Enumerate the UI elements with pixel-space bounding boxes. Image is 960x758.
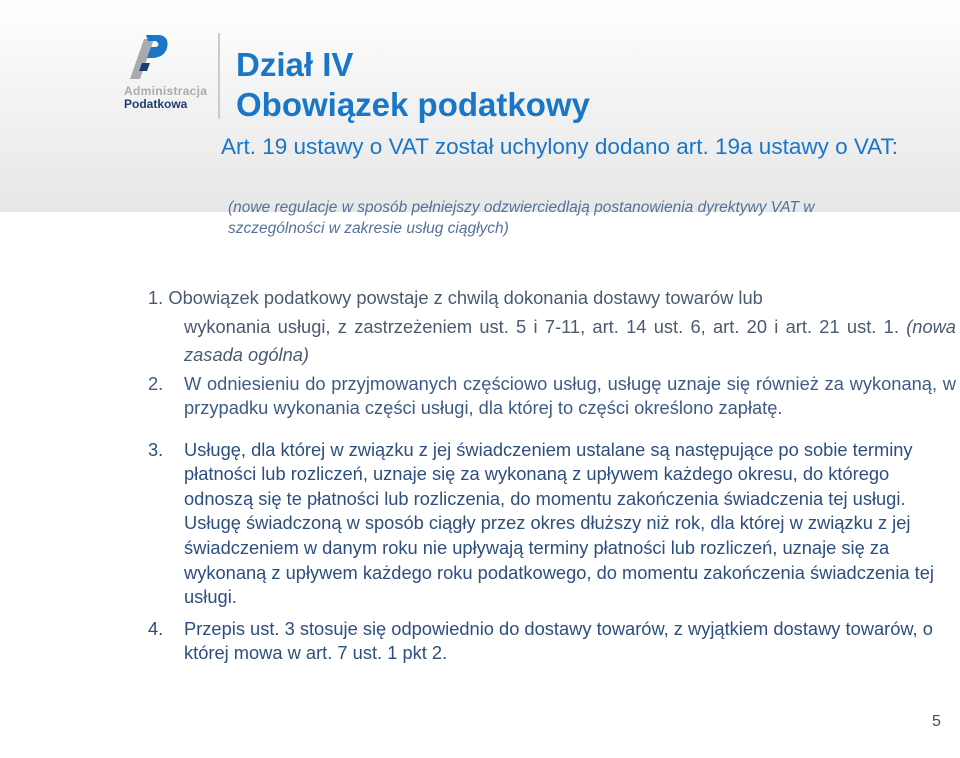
point-2-number: 2. [148, 372, 164, 394]
points-list [148, 284, 956, 683]
intro-note: (nowe regulacje w sposób pełniejszy odzwierciedlają postanowienia dyrektywy VAT w szczególności w zakresie usług ciągłych) [228, 199, 815, 237]
point-1-text-first: Obowiązek podatkowy powstaje z chwilą dokonania dostawy towarów lub [168, 287, 763, 308]
logo-text-line1: Administracja [124, 84, 208, 98]
logo-text-line2: Podatkowa [124, 97, 188, 111]
point-1 [148, 284, 956, 370]
point-4-number: 4. [148, 617, 164, 639]
point-4 [148, 617, 956, 666]
point-1-emphasis: (nowa zasada ogólna) [184, 315, 956, 365]
intro-text [200, 131, 920, 163]
header-divider [218, 33, 220, 119]
slide-title-line1: Dział IV [236, 46, 354, 83]
slide-title-line2: Obowiązek podatkowy [236, 86, 590, 123]
point-1-text-rest: wykonania usługi, z zastrzeżeniem ust. 5 i 7-11, art. 14 ust. 6, art. 20 i art. 21 ust. 1. [184, 315, 899, 337]
point-1-first-line [148, 284, 956, 313]
point-2 [148, 372, 956, 421]
point-4-text: Przepis ust. 3 stosuje się odpowiednio do dostawy towarów, z wyjątkiem dostawy towarów, o której mowa w art. 7 ust. 1 pkt 2. [184, 617, 933, 664]
administracja-podatkowa-logo [124, 33, 216, 113]
point-3-text: Usługę, dla której w związku z jej świadczeniem ustalane są następujące po sobie terminy płatności lub rozliczeń, uznaje się za wykonaną z upływem każdego okresu, do którego odnoszą się te płatności lub rozliczenia, do momentu zakończenia świadczenia tej usługi. Usługę świadczoną w sposób ciągły przez okres dłuższy niż rok, dla której w związku z jej świadczeniem w danym roku nie upływają terminy płatności lub rozliczeń, uznaje się za wykonaną z upływem każdego roku podatkowego, do momentu zakończenia świadczenia tej usługi. [184, 438, 934, 608]
intro-main: Art. 19 ustawy o VAT został uchylony dodano art. 19a ustawy o VAT: [221, 134, 899, 159]
point-2-text: W odniesieniu do przyjmowanych częściowo usług, usługę uznaje się również za wykonaną, w przypadku wykonania części usługi, dla której to części określono zapłatę. [184, 372, 956, 419]
ap-emblem-icon [128, 33, 170, 81]
point-1-number: 1. [148, 287, 164, 308]
page-number: 5 [932, 713, 941, 730]
point-3-number: 3. [148, 438, 164, 460]
point-3 [148, 438, 956, 610]
